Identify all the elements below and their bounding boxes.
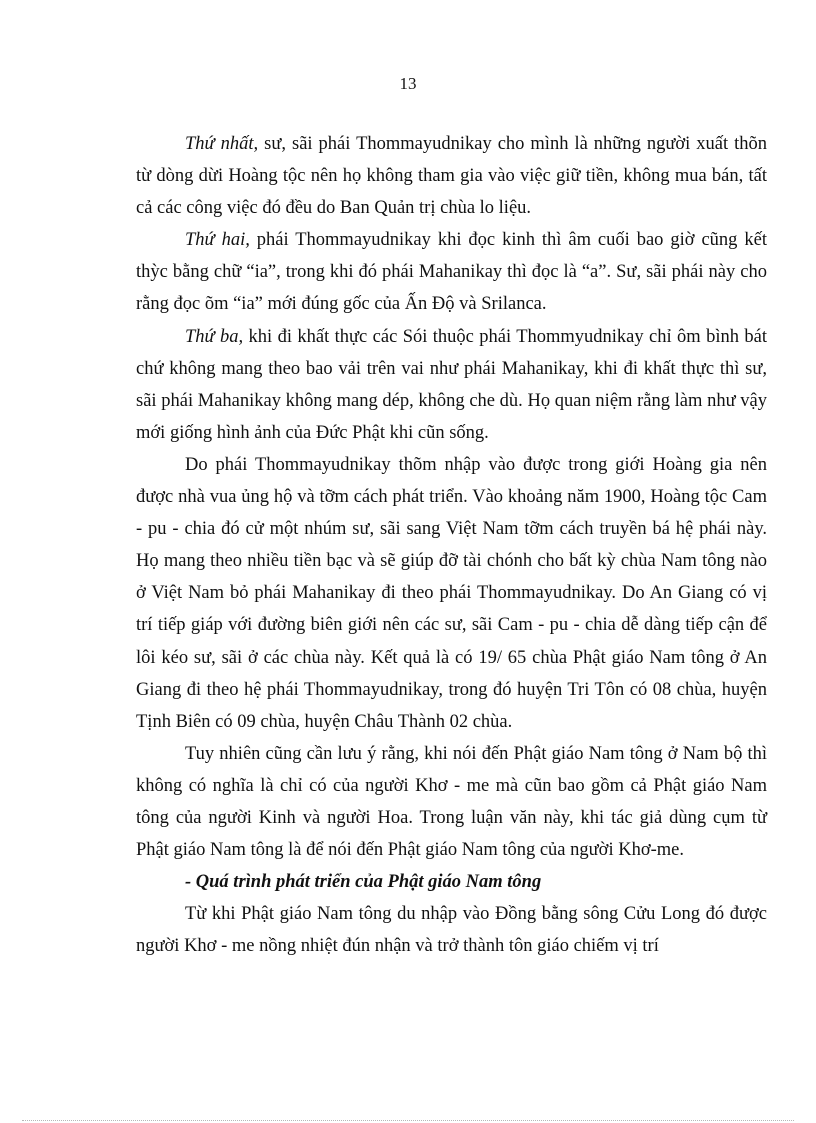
body-text [136, 128, 767, 962]
paragraph-text: sư, sãi phái Thommayudnikay cho mình là những người xuất thõn từ dòng dừi Hoàng tộc nên họ không tham gia vào việc giữ tiền, không mua bán, tất cả các công việc đó đều do Ban Quản trị chùa lo liệu. [136, 134, 767, 219]
section-heading: - Quá trình phát triển của Phật giáo Nam tông [185, 872, 542, 893]
paragraph-thu-nhat [136, 128, 767, 224]
paragraph-lead: Thứ ba, [185, 326, 244, 347]
paragraph-text: phái Thommayudnikay khi đọc kinh thì âm cuối bao giờ cũng kết thỳc bằng chữ “ia”, trong khi đó phái Mahanikay thì đọc là “a”. Sư, sãi phái này cho rằng đọc õm “ia” mới đúng gốc của Ấn Độ và Srilanca. [136, 230, 767, 315]
paragraph-lead: Thứ hai, [185, 230, 250, 251]
paragraph-text: Tuy nhiên cũng cần lưu ý rằng, khi nói đến Phật giáo Nam tông ở Nam bộ thì không có nghĩa là chỉ có của người Khơ - me mà cũn bao gồm cả Phật giáo Nam tông của người Kinh và người Hoa. Trong luận văn này, khi tác giả dùng cụm từ Phật giáo Nam tông là để nói đến Phật giáo Nam tông của người Khơ-me. [136, 743, 767, 861]
paragraph-thu-hai [136, 224, 767, 320]
paragraph-text: khi đi khất thực các Sói thuộc phái Thommyudnikay chỉ ôm bình bát chứ không mang theo bao vải trên vai như phái Mahanikay, khi đi khất thực thì sư, sãi phái Mahanikay không mang dép, không che dù. Họ quan niệm rằng làm như vậy mới giống hình ảnh của Đức Phật khi cũn sống. [136, 326, 767, 443]
page-number: 13 [399, 74, 417, 93]
paragraph-thu-ba [136, 321, 767, 449]
paragraph-text: Do phái Thommayudnikay thõm nhập vào được trong giới Hoàng gia nên được nhà vua ủng hộ và tỡm cách phát triển. Vào khoảng năm 1900, Hoàng tộc Cam - pu - chia đó cử một nhúm sư, sãi sang Việt Nam tỡm cách truyền bá hệ phái này. Họ mang theo nhiều tiền bạc và sẽ giúp đỡ tài chónh cho bất kỳ chùa Nam tông nào ở Việt Nam bỏ phái Mahanikay đi theo phái Thommayudnikay. Do An Giang có vị trí tiếp giáp với đường biên giới nên các sư, sãi Cam - pu - chia dễ dàng tiếp cận để lôi kéo sư, sãi ở các chùa này. Kết quả là có 19/ 65 chùa Phật giáo Nam tông ở An Giang đi theo hệ phái Thommayudnikay, trong đó huyện Tri Tôn có 08 chùa, huyện Tịnh Biên có 09 chùa, huyện Châu Thành 02 chùa. [136, 454, 767, 732]
paragraph-lead: Thứ nhất, [185, 134, 259, 154]
paragraph-closing: Từ khi Phật giáo Nam tông du nhập vào Đồng bằng sông Cửu Long đó được người Khơ - me nồng nhiệt đún nhận và trở thành tôn giáo chiếm vị trí [136, 904, 767, 957]
paragraph-thommayudnikay-spread [136, 449, 767, 738]
page-bottom-rule [22, 1120, 794, 1121]
paragraph-scope-note [136, 738, 767, 866]
